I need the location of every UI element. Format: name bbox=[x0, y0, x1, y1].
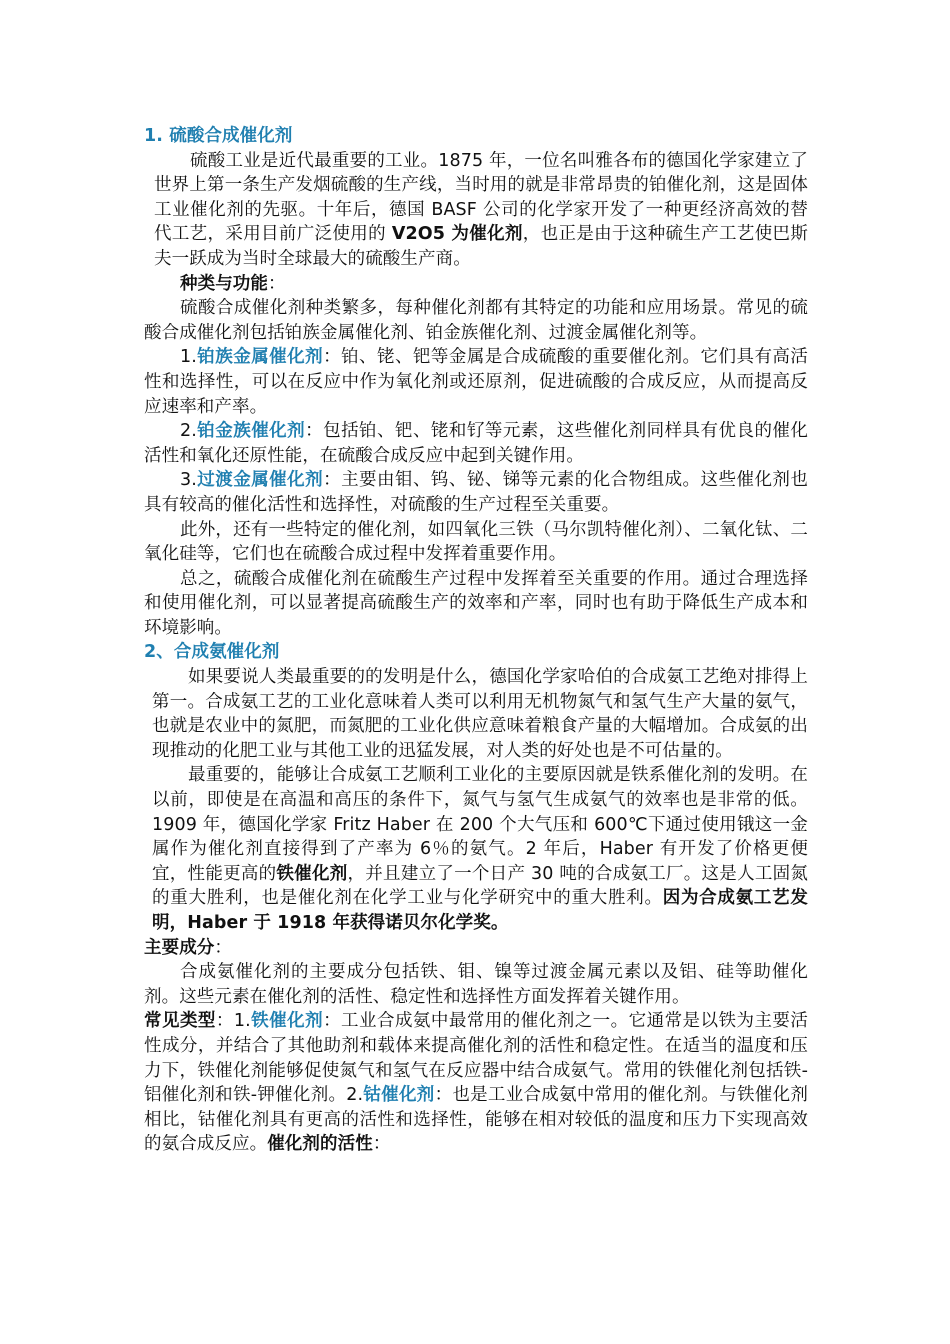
catalyst-item bbox=[144, 419, 808, 468]
colon: ： bbox=[372, 1134, 391, 1155]
item-number: 3. bbox=[180, 470, 197, 491]
section2-para1: 如果要说人类最重要的的发明是什么，德国化学家哈伯的合成氨工艺绝对排得上第一。合成氨工艺的工业化意味着人类可以利用无机物氮气和氢气生产大量的氨气，也就是农业中的氮肥，而氮肥的工业化供应意味着粮食产量的大幅增加。合成氨的出现推动的化肥工业与其他工业的迅猛发展，对人类的好处也是不可估量的。 bbox=[152, 667, 808, 761]
colon: ： bbox=[214, 937, 233, 958]
section2-heading: 2、合成氨催化剂 bbox=[144, 642, 280, 663]
catalyst-item bbox=[144, 468, 808, 517]
colon: ： bbox=[268, 273, 286, 294]
text-run: ：也是工业合成氨中常用的催化剂。与铁催化剂相比，钴催化剂具有更高的活性和选择性，能够在相对较低的温度和压力下实现高效的氨合成反应。 bbox=[144, 1085, 808, 1155]
item-name: 铂金族催化剂 bbox=[196, 421, 306, 442]
item-text: ：包括铂、钯、铑和钌等元素，这些催化剂同样具有优良的催化活性和氧化还原性能，在硫酸合成反应中起到关键作用。 bbox=[144, 421, 808, 466]
common-types-paragraph bbox=[144, 1009, 808, 1157]
text-run: 硫酸工业是近代最重要的工业。1875 年，一位名叫雅各布的德国化学家建立了世界上第一条生产发烟硫酸的生产线，当时用的就是非常昂贵的铂催化剂，这是固体工业催化剂的先驱。十年后，德国 BASF 公司的化学家开发了一种更经济高效的替代工艺，采用目前广泛使用的 bbox=[154, 150, 808, 245]
catalyst-item bbox=[144, 345, 808, 419]
section2-body bbox=[144, 665, 808, 936]
bold-text: 铁催化剂 bbox=[276, 863, 348, 884]
others-paragraph: 此外，还有一些特定的催化剂，如四氧化三铁（马尔凯特催化剂）、二氧化钛、二氧化硅等，它们也在硫酸合成过程中发挥着重要作用。 bbox=[144, 519, 808, 565]
types-label: 种类与功能 bbox=[180, 273, 268, 294]
text-run: 最重要的，能够让合成氨工艺顺利工业化的主要原因就是铁系催化剂的发明。在以前，即使是在高温和高压的条件下，氮气与氢气生成氨气的效率也是非常的低。1909 年，德国化学家 Fritz Haber 在 200 个大气压和 600℃下通过使用锇这一金属作为催化剂直接得到了产率为 6％的氨气。2 年后，Haber 有开发了价格更便宜，性能更高的 bbox=[152, 765, 808, 884]
text-run: ，也正是由于这种硫生产工艺使巴斯夫一跃成为当时全球最大的硫酸生产商。 bbox=[154, 224, 808, 269]
document-page bbox=[144, 124, 808, 1157]
main-components-text: 合成氨催化剂的主要成分包括铁、钼、镍等过渡金属元素以及铝、硅等助催化剂。这些元素在催化剂的活性、稳定性和选择性方面发挥着关键作用。 bbox=[144, 962, 808, 1007]
bold-text: 因为合成氨工艺发明，Haber 于 1918 年获得诺贝尔化学奖。 bbox=[152, 888, 808, 933]
main-components-label: 主要成分 bbox=[144, 937, 215, 958]
summary-paragraph: 总之，硫酸合成催化剂在硫酸生产过程中发挥着至关重要的作用。通过合理选择和使用催化剂，可以显著提高硫酸生产的效率和产率，同时也有助于降低生产成本和环境影响。 bbox=[144, 568, 808, 638]
text-run: ，并且建立了一个日产 30 吨的合成氨工厂。这是人工固氮的重大胜利，也是催化剂在化学工业与化学研究中的重大胜利。 bbox=[152, 863, 808, 909]
types-heading bbox=[144, 272, 808, 297]
common-types-label: 常见类型 bbox=[144, 1011, 216, 1032]
section2-para2 bbox=[152, 763, 808, 935]
bold-text: 催化剂的活性 bbox=[267, 1134, 373, 1155]
item-name: 铂族金属催化剂 bbox=[196, 347, 324, 368]
bold-text: V2O5 为催化剂 bbox=[391, 224, 523, 245]
item-number: 1. bbox=[180, 347, 197, 368]
main-components-heading bbox=[144, 936, 808, 961]
section1-intro bbox=[154, 149, 808, 272]
item-number: 2. bbox=[180, 421, 197, 442]
item-text: ：主要由钼、钨、铋、锑等元素的化合物组成。这些催化剂也具有较高的催化活性和选择性，对硫酸的生产过程至关重要。 bbox=[144, 470, 808, 515]
item-name: 铁催化剂 bbox=[250, 1011, 324, 1032]
section1-heading: 1. 硫酸合成催化剂 bbox=[144, 126, 293, 146]
item-name: 过渡金属催化剂 bbox=[196, 470, 324, 491]
section1-intro-block bbox=[144, 149, 808, 272]
text-run: ：1. bbox=[215, 1011, 251, 1032]
types-intro: 硫酸合成催化剂种类繁多，每种催化剂都有其特定的功能和应用场景。常见的硫酸合成催化剂包括铂族金属催化剂、铂金族催化剂、过渡金属催化剂等。 bbox=[144, 298, 808, 343]
item-name: 钴催化剂 bbox=[363, 1085, 435, 1106]
text-run: ：工业合成氨中最常用的催化剂之一。它通常是以铁为主要活性成分，并结合了其他助剂和载体来提高催化剂的活性和稳定性。在适当的温度和压力下，铁催化剂能够促使氮气和氢气在反应器中结合成氨气。常用的铁催化剂包括铁-铝催化剂和铁-钾催化剂。2. bbox=[144, 1011, 808, 1106]
item-text: ：铂、铑、钯等金属是合成硫酸的重要催化剂。它们具有高活性和选择性，可以在反应中作为氧化剂或还原剂，促进硫酸的合成反应，从而提高反应速率和产率。 bbox=[144, 347, 808, 417]
